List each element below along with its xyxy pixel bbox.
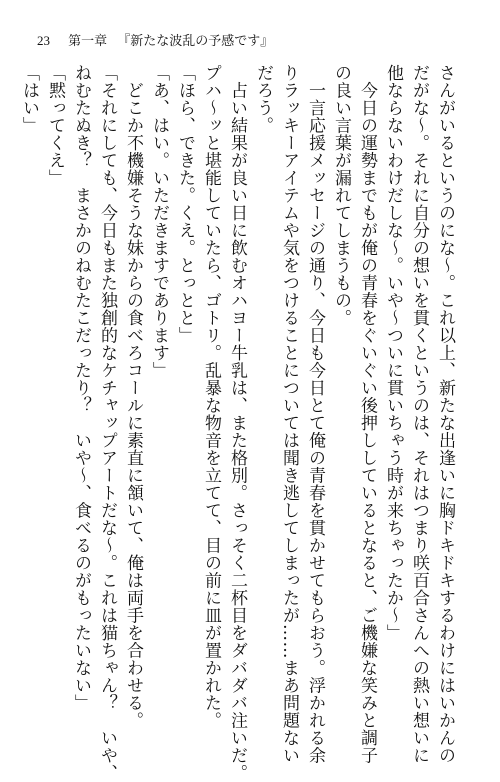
text-line: 「ほら、できた。くえ。とっとと」 <box>175 64 195 344</box>
text-line: 占い結果が良い日に飲むオハヨー牛乳は、また格別。さっそく二杯目をダバダバ注いだ。 <box>227 64 247 782</box>
text-line: りラッキーアイテムや気をつけることについては聞き逃してしまったが……まあ問題ない <box>279 64 299 764</box>
text-line: プハ〜ッと堪能していたら、ゴトリ。乱暴な物音を立てて、目の前に皿が置かれた。 <box>201 64 221 729</box>
page-number: 23 <box>37 33 50 48</box>
chapter-label: 第一章 <box>68 34 108 49</box>
text-line: の良い言葉が漏れてしまうもの。 <box>331 64 351 327</box>
text-line: 「はい」 <box>19 64 39 134</box>
text-line: 今日の運勢までもが俺の青春をぐいぐい後押ししているとなると、ご機嫌な笑みと調子 <box>357 64 377 764</box>
text-line: 「黙ってくえ」 <box>45 64 65 187</box>
text-line: だろう。 <box>253 64 273 134</box>
text-line: さんがいるというのにな〜。これ以上、新たな出逢いに胸ドキドキするわけにはいかんの <box>435 64 455 764</box>
text-line: 他ならないわけだしな〜。いや〜ついに貫いちゃう時が来ちゃったか〜」 <box>383 64 403 642</box>
body-text <box>19 64 458 782</box>
text-line: だがな〜。それに自分の想いを貫くというのは、それはつまり咲百合さんへの熱い想いに <box>409 64 429 764</box>
text-line: 「それにしても、今日もまた独創的なケチャップアートだな〜。これは猫ちゃん？ いや、 <box>97 64 117 782</box>
text-line: ねむたぬき？ まさかのねむたこだったり？ いや〜、食べるのがもったいない」 <box>71 64 91 712</box>
text-line: 「あ、はい。いただきますであります」 <box>149 64 169 379</box>
text-line: どこか不機嫌そうな妹からの食べろコールに素直に頷いて、俺は両手を合わせる。 <box>123 64 143 729</box>
running-head <box>37 33 273 50</box>
chapter-title: 『新たな波乱の予感です』 <box>117 34 274 49</box>
text-line: 一言応援メッセージの通り、今日も今日とて俺の青春を貫かせてもらおう。浮かれる余 <box>305 64 325 764</box>
